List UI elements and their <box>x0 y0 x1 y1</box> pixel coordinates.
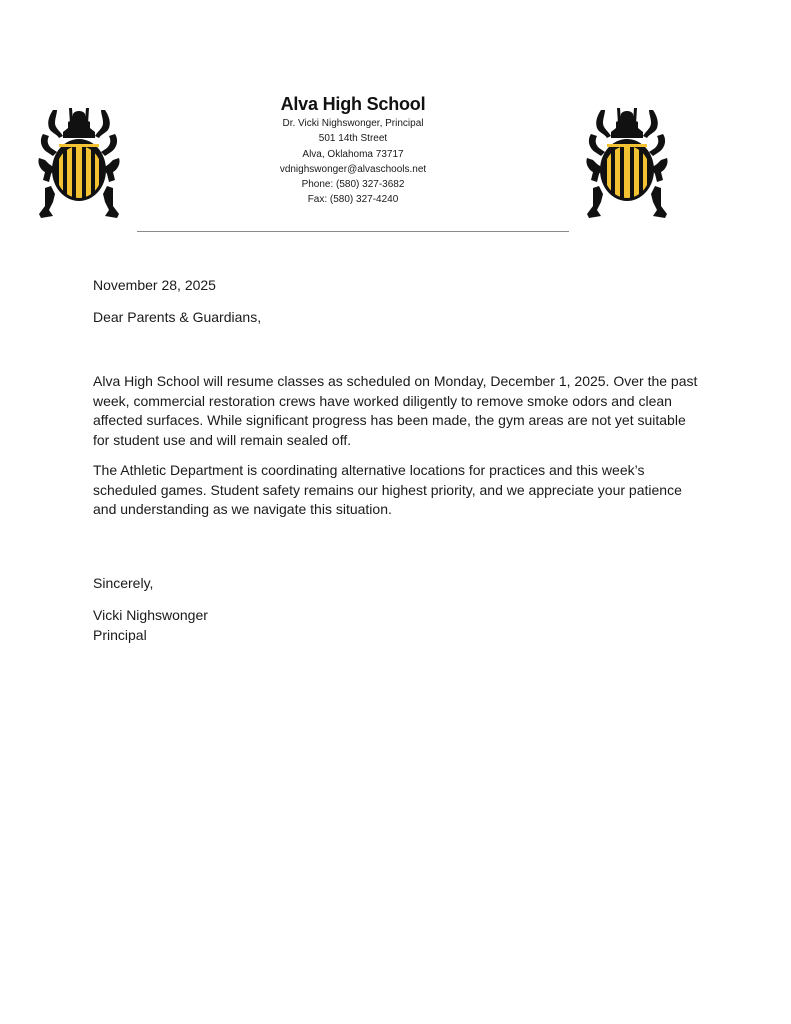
school-name: Alva High School <box>280 94 426 114</box>
signer-name: Vicki Nighswonger <box>93 607 208 623</box>
closing: Sincerely, <box>93 574 154 591</box>
goldbug-beetle-icon <box>35 106 123 222</box>
school-header <box>203 92 503 208</box>
letter-body <box>93 276 703 645</box>
goldbug-beetle-icon <box>583 106 671 222</box>
body-paragraph-2: The Athletic Department is coordinating alternative locations for practices and this week’s scheduled games. Student safety remains our highest priority, and we appreciate your patience and understanding as we navigate this situation. <box>93 462 682 517</box>
street-address: 501 14th Street <box>318 133 388 145</box>
body-paragraph-1: Alva High School will resume classes as scheduled on Monday, December 1, 2025. Over the past week, commercial restoration crews have worked diligently to remove smoke odors and clean affected surfaces. While significant progress has been made, the gym areas are not yet suitable for student use and will remain sealed off. <box>93 373 698 448</box>
letter-date: November 28, 2025 <box>93 277 216 293</box>
salutation: Dear Parents & Guardians, <box>93 308 262 325</box>
letterhead-divider <box>137 231 569 232</box>
principal-name: Dr. Vicki Nighswonger, Principal <box>282 118 424 129</box>
city-state-zip: Alva, Oklahoma 73717 <box>302 148 404 160</box>
signer-title: Principal <box>93 626 147 643</box>
email-address: vdnighswonger@alvaschools.net <box>279 163 427 175</box>
letterhead <box>0 0 791 240</box>
phone-number: Phone: (580) 327-3682 <box>301 179 405 191</box>
fax-number: Fax: (580) 327-4240 <box>307 194 399 206</box>
